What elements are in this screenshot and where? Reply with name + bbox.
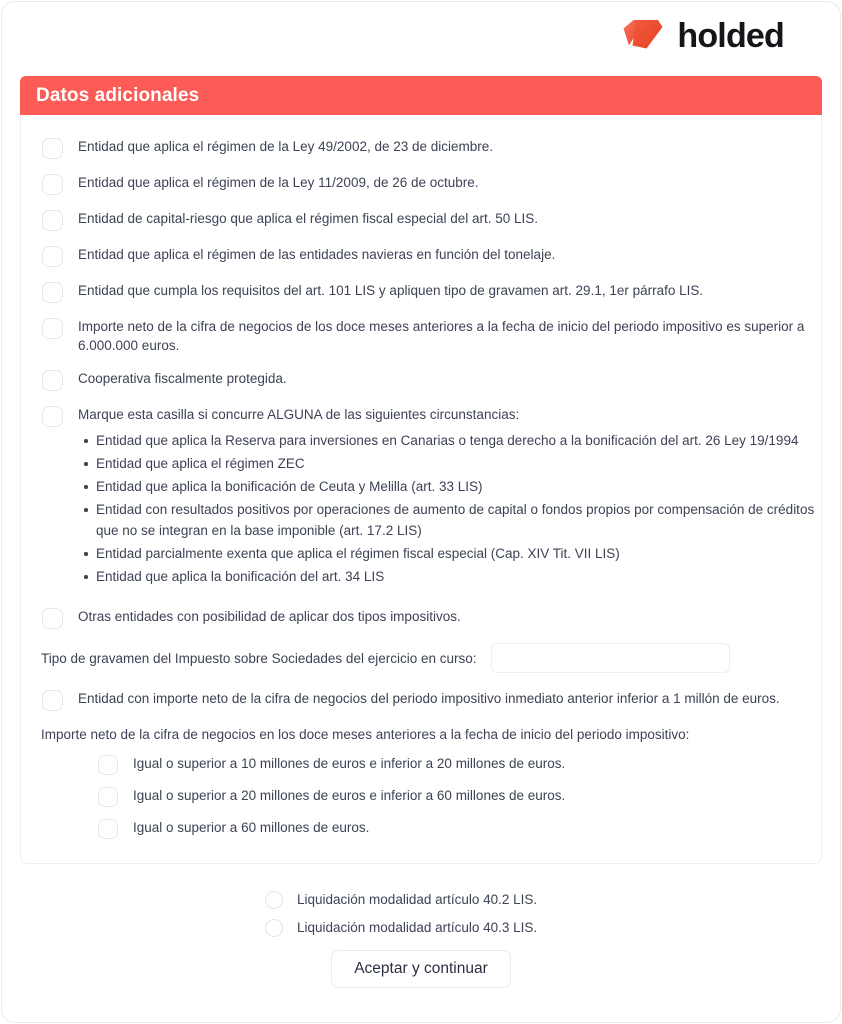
list-item: Entidad que aplica la Reserva para inversiones en Canarias o tenga derecho a la bonificación del art. 26 Ley 19/1994	[96, 430, 821, 451]
checkbox-label: Importe neto de la cifra de negocios de los doce meses anteriores a la fecha de inicio del periodo impositivo es superior a 6.000.000 euros.	[78, 319, 805, 353]
checkbox-ley-49-2002[interactable]	[42, 138, 63, 159]
tax-rate-label: Tipo de gravamen del Impuesto sobre Sociedades del ejercicio en curso:	[41, 650, 477, 666]
checkbox-label: Entidad de capital-riesgo que aplica el régimen fiscal especial del art. 50 LIS.	[78, 211, 539, 226]
checkbox-row[interactable]	[21, 689, 821, 711]
brand-wordmark: holded	[677, 17, 784, 55]
accept-and-continue-button[interactable]: Aceptar y continuar	[331, 950, 511, 988]
list-item: Entidad que aplica la bonificación del art. 34 LIS	[96, 566, 821, 587]
radio-label: Liquidación modalidad artículo 40.2 LIS.	[297, 892, 538, 907]
radio-row[interactable]	[0, 890, 842, 909]
checkbox-art-101-lis[interactable]	[42, 282, 63, 303]
checkbox-label: Cooperativa fiscalmente protegida.	[78, 371, 287, 386]
checkbox-entidades-navieras[interactable]	[42, 246, 63, 267]
checkbox-row[interactable]	[21, 607, 821, 629]
checkbox-row[interactable]	[21, 245, 821, 267]
option-row[interactable]	[21, 786, 821, 807]
checkbox-label: Entidad que aplica el régimen de la Ley 11/2009, de 26 de octubre.	[78, 175, 479, 190]
checkbox-cooperativa-protegida[interactable]	[42, 370, 63, 391]
list-item: Entidad que aplica la bonificación de Ceuta y Melilla (art. 33 LIS)	[96, 476, 821, 497]
checkbox-20-60-millones[interactable]	[98, 787, 118, 807]
list-item: Entidad parcialmente exenta que aplica el régimen fiscal especial (Cap. XIV Tit. VII LIS)	[96, 543, 821, 564]
checkbox-importe-neto-1m[interactable]	[42, 690, 63, 711]
holded-diamond-logo-icon	[621, 18, 665, 54]
additional-data-panel	[20, 115, 822, 864]
radio-label: Liquidación modalidad artículo 40.3 LIS.	[297, 920, 538, 935]
radio-liquidacion-40-2[interactable]	[265, 891, 283, 909]
net-amount-group-label: Importe neto de la cifra de negocios en los doce meses anteriores a la fecha de inicio del periodo impositivo:	[41, 727, 690, 742]
brand-logo	[621, 18, 784, 54]
submit-wrap	[0, 950, 842, 988]
checkbox-label: Entidad que cumpla los requisitos del art. 101 LIS y apliquen tipo de gravamen art. 29.1, 1er párrafo LIS.	[78, 283, 704, 298]
option-row[interactable]	[21, 754, 821, 775]
checkbox-label: Otras entidades con posibilidad de aplicar dos tipos impositivos.	[78, 609, 461, 624]
checkbox-10-20-millones[interactable]	[98, 755, 118, 775]
section-title: Datos adicionales	[36, 84, 200, 106]
list-item: Entidad que aplica el régimen ZEC	[96, 453, 821, 474]
checkbox-row[interactable]	[21, 173, 821, 195]
tax-rate-input[interactable]	[491, 643, 730, 673]
option-label: Igual o superior a 60 millones de euros.	[133, 820, 370, 835]
checkbox-importe-neto-6m[interactable]	[42, 318, 63, 339]
tax-rate-field-row	[21, 643, 821, 673]
checkbox-60-millones[interactable]	[98, 819, 118, 839]
checkbox-row[interactable]	[21, 281, 821, 303]
checkbox-ley-11-2009[interactable]	[42, 174, 63, 195]
checkbox-row[interactable]	[21, 209, 821, 231]
checkbox-capital-riesgo[interactable]	[42, 210, 63, 231]
radio-row[interactable]	[0, 918, 842, 937]
checkbox-label: Entidad con importe neto de la cifra de negocios del periodo impositivo inmediato anterior inferior a 1 millón de euros.	[78, 691, 780, 706]
footer-section	[0, 890, 842, 988]
checkbox-otras-entidades[interactable]	[42, 608, 63, 629]
checkbox-label: Entidad que aplica el régimen de las entidades navieras en función del tonelaje.	[78, 247, 556, 262]
option-label: Igual o superior a 20 millones de euros e inferior a 60 millones de euros.	[133, 788, 566, 803]
circumstances-list	[78, 430, 821, 587]
grouped-checkbox-row[interactable]	[21, 405, 821, 589]
checkbox-alguna-circunstancias[interactable]	[42, 406, 63, 427]
option-row[interactable]	[21, 818, 821, 839]
option-label: Igual o superior a 10 millones de euros e inferior a 20 millones de euros.	[133, 756, 566, 771]
checkbox-row[interactable]	[21, 137, 821, 159]
list-item: Entidad con resultados positivos por operaciones de aumento de capital o fondos propios por compensación de créditos que no se integran en la base imponible (art. 17.2 LIS)	[96, 499, 821, 541]
checkbox-row[interactable]	[21, 369, 821, 391]
grouped-checkbox-label: Marque esta casilla si concurre ALGUNA de las siguientes circunstancias:	[78, 407, 520, 422]
checkbox-label: Entidad que aplica el régimen de la Ley 49/2002, de 23 de diciembre.	[78, 139, 494, 154]
section-header	[20, 76, 822, 115]
radio-liquidacion-40-3[interactable]	[265, 919, 283, 937]
checkbox-row[interactable]	[21, 317, 821, 355]
